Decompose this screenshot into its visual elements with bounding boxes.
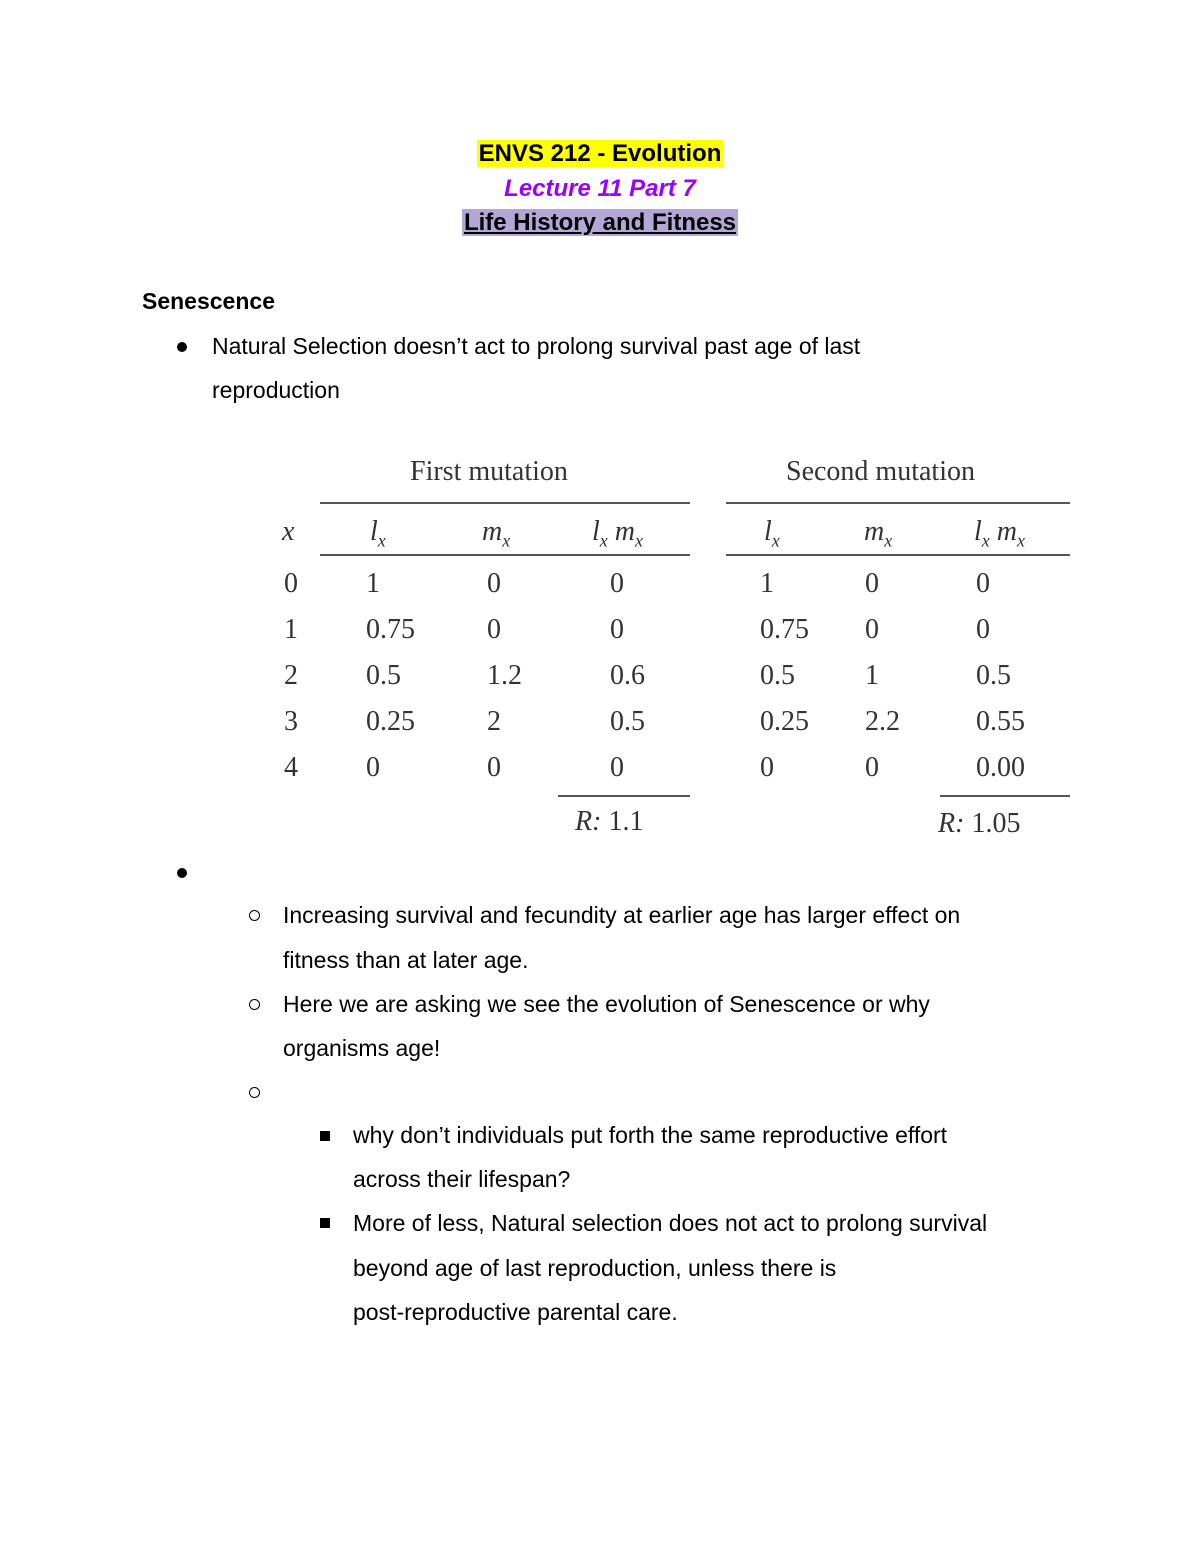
col-header-mx-2: $m_x$ bbox=[864, 516, 893, 551]
cell-g1-lx: 1 bbox=[366, 568, 380, 599]
sub-sub-bullet-text-line: post-reproductive parental care. bbox=[353, 1299, 678, 1325]
rule-sum-1 bbox=[558, 795, 690, 797]
cell-g1-lxmx: 0 bbox=[610, 568, 624, 599]
col-header-lxmx-2: $l_x$ $m_x$ bbox=[974, 516, 1026, 551]
cell-g2-lxmx: 0.5 bbox=[976, 660, 1011, 691]
cell-g1-mx: 0 bbox=[487, 752, 501, 783]
cell-g2-lxmx: 0.00 bbox=[976, 752, 1025, 783]
topic-title-text: Life History and Fitness bbox=[463, 209, 737, 236]
sub-sub-bullet-text-line: why don’t individuals put forth the same reproductive effort bbox=[353, 1122, 948, 1148]
cell-g2-lxmx: 0 bbox=[976, 568, 990, 599]
r-value-first: R: 1.1 bbox=[575, 806, 644, 837]
cell-g1-lxmx: 0.5 bbox=[610, 706, 645, 737]
rule-header-1 bbox=[320, 554, 690, 556]
cell-x: 3 bbox=[284, 706, 298, 737]
sub-bullet-circle bbox=[249, 1087, 260, 1098]
cell-g2-lx: 0.25 bbox=[760, 706, 809, 737]
cell-g2-mx: 2.2 bbox=[865, 706, 900, 737]
cell-g1-lx: 0.5 bbox=[366, 660, 401, 691]
cell-g1-lx: 0.25 bbox=[366, 706, 415, 737]
course-title bbox=[0, 140, 1200, 168]
r-value-second: R: 1.05 bbox=[938, 808, 1021, 839]
cell-g1-mx: 0 bbox=[487, 568, 501, 599]
group-header-first: First mutation bbox=[410, 456, 568, 487]
rule-top-1 bbox=[320, 502, 690, 504]
sub-sub-bullet-square bbox=[320, 1131, 330, 1141]
cell-g1-mx: 2 bbox=[487, 706, 501, 737]
cell-g1-lxmx: 0.6 bbox=[610, 660, 645, 691]
course-title-text: ENVS 212 - Evolution bbox=[478, 140, 722, 167]
cell-g2-lx: 0 bbox=[760, 752, 774, 783]
sub-bullet-text-line: organisms age! bbox=[283, 1035, 441, 1061]
col-header-lxmx: $l_x$ $m_x$ bbox=[592, 516, 644, 551]
sub-sub-bullet-square bbox=[320, 1218, 330, 1228]
bullet-text-line: reproduction bbox=[212, 377, 340, 403]
cell-g2-mx: 1 bbox=[865, 660, 879, 691]
col-header-x: x bbox=[282, 516, 295, 547]
cell-g1-lx: 0 bbox=[366, 752, 380, 783]
sub-bullet-text-line: fitness than at later age. bbox=[283, 947, 529, 973]
cell-x: 0 bbox=[284, 568, 298, 599]
cell-g1-mx: 1.2 bbox=[487, 660, 522, 691]
cell-x: 1 bbox=[284, 614, 298, 645]
bullet-dot bbox=[177, 868, 187, 878]
sub-bullet-text-line: Here we are asking we see the evolution of Senescence or why bbox=[283, 991, 930, 1017]
cell-g2-mx: 0 bbox=[865, 614, 879, 645]
cell-x: 4 bbox=[284, 752, 298, 783]
rule-header-2 bbox=[726, 554, 1070, 556]
cell-g2-mx: 0 bbox=[865, 752, 879, 783]
topic-title bbox=[0, 209, 1200, 237]
sub-bullet-text-line: Increasing survival and fecundity at earlier age has larger effect on bbox=[283, 902, 961, 928]
sub-sub-bullet-text-line: across their lifespan? bbox=[353, 1166, 571, 1192]
group-header-second: Second mutation bbox=[786, 456, 975, 487]
sub-sub-bullet-text-line: More of less, Natural selection does not act to prolong survival bbox=[353, 1210, 988, 1236]
bullet-text-line: Natural Selection doesn’t act to prolong survival past age of last bbox=[212, 333, 861, 359]
col-header-mx: $m_x$ bbox=[482, 516, 511, 551]
sub-bullet-circle bbox=[249, 910, 260, 921]
cell-g2-lxmx: 0 bbox=[976, 614, 990, 645]
cell-x: 2 bbox=[284, 660, 298, 691]
col-header-lx-2: $l_x$ bbox=[764, 516, 780, 551]
cell-g2-lx: 1 bbox=[760, 568, 774, 599]
col-header-lx: $l_x$ bbox=[370, 516, 386, 551]
cell-g2-lxmx: 0.55 bbox=[976, 706, 1025, 737]
sub-bullet-circle bbox=[249, 999, 260, 1010]
cell-g2-lx: 0.75 bbox=[760, 614, 809, 645]
rule-sum-2 bbox=[940, 795, 1070, 797]
cell-g2-lx: 0.5 bbox=[760, 660, 795, 691]
rule-top-2 bbox=[726, 502, 1070, 504]
section-heading: Senescence bbox=[142, 288, 275, 314]
bullet-dot bbox=[177, 342, 187, 352]
sub-sub-bullet-text-line: beyond age of last reproduction, unless there is bbox=[353, 1255, 837, 1281]
cell-g1-lx: 0.75 bbox=[366, 614, 415, 645]
life-table-figure bbox=[270, 450, 1080, 850]
cell-g1-lxmx: 0 bbox=[610, 752, 624, 783]
lecture-subtitle: Lecture 11 Part 7 bbox=[504, 175, 696, 202]
cell-g1-lxmx: 0 bbox=[610, 614, 624, 645]
cell-g1-mx: 0 bbox=[487, 614, 501, 645]
cell-g2-mx: 0 bbox=[865, 568, 879, 599]
